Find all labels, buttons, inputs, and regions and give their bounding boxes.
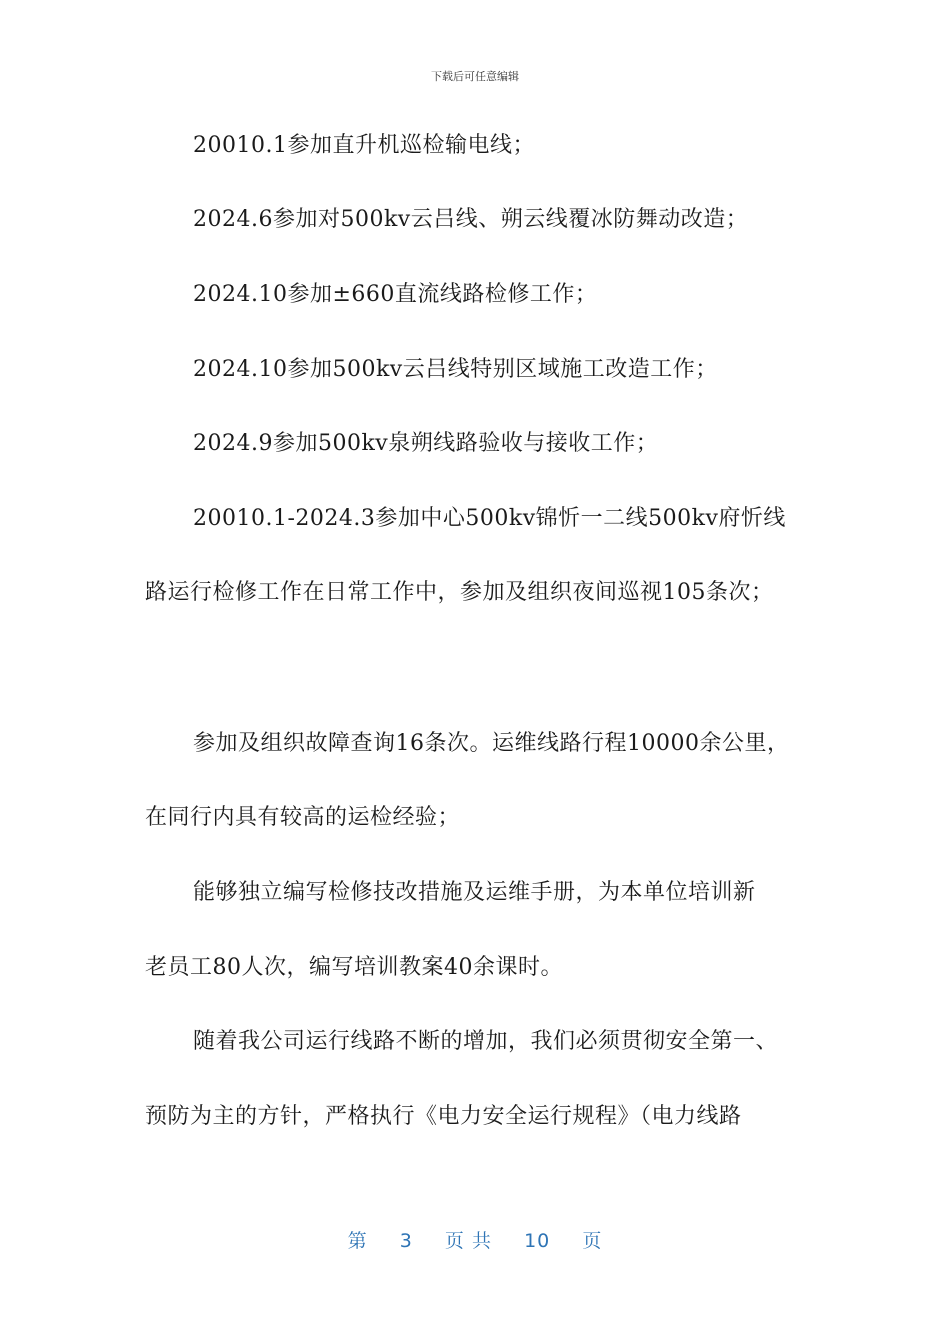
- footer-page-number: 3: [399, 1230, 413, 1252]
- body-line-10: 能够独立编写检修技改措施及运维手册，为本单位培训新: [193, 880, 756, 905]
- header-note: 下载后可任意编辑: [431, 70, 519, 83]
- body-line-12: 随着我公司运行线路不断的增加，我们必须贯彻安全第一、: [193, 1029, 779, 1054]
- body-line-13: 预防为主的方针，严格执行《电力安全运行规程》（电力线路: [145, 1104, 742, 1129]
- body-line-9: 在同行内具有较高的运检经验；: [145, 805, 461, 830]
- footer-middle: 页 共: [444, 1230, 492, 1252]
- body-line-3: 2024.10参加±660直流线路检修工作；: [193, 282, 598, 307]
- footer-total-pages: 10: [524, 1230, 551, 1252]
- body-line-6: 20010.1-2024.3参加中心500kv锦忻一二线500kv府忻线: [193, 506, 786, 531]
- body-line-7: 路运行检修工作在日常工作中，参加及组织夜间巡视105条次；: [145, 580, 774, 605]
- body-line-8: 参加及组织故障查询16条次。运维线路行程10000余公里，: [193, 731, 790, 756]
- body-line-2: 2024.6参加对500kv云吕线、朔云线覆冰防舞动改造；: [193, 207, 749, 232]
- footer-suffix: 页: [582, 1230, 603, 1252]
- body-line-1: 20010.1参加直升机巡检输电线；: [193, 133, 535, 158]
- page-footer: [0, 1226, 950, 1253]
- body-line-11: 老员工80人次，编写培训教案40余课时。: [145, 955, 563, 980]
- body-line-4: 2024.10参加500kv云吕线特别区域施工改造工作；: [193, 357, 718, 382]
- body-line-5: 2024.9参加500kv泉朔线路验收与接收工作；: [193, 431, 659, 456]
- footer-prefix: 第: [347, 1230, 368, 1252]
